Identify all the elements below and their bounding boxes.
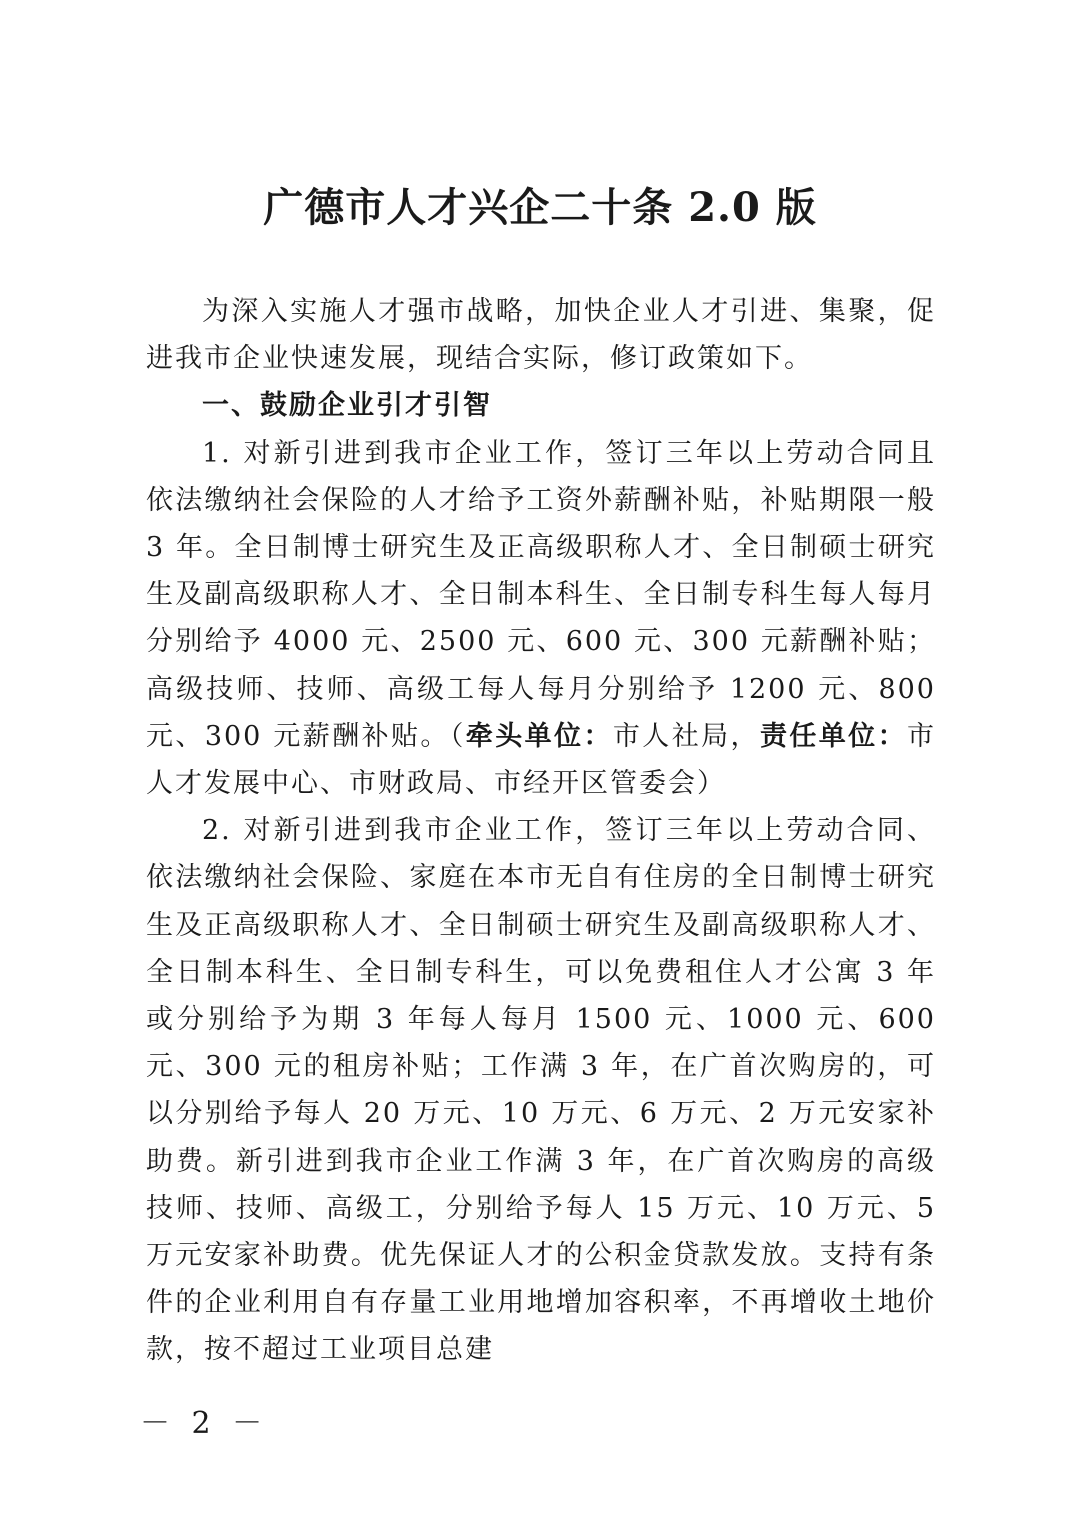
document-body	[146, 288, 936, 1374]
item1-open-paren: （	[449, 720, 466, 752]
lead-unit-value: 市人社局，	[612, 720, 760, 752]
document-title: 广德市人才兴企二十条 2.0 版	[263, 184, 817, 231]
lead-unit-label: 牵头单位：	[465, 720, 613, 752]
responsible-unit-value: 市人才发展中心、市财政局、市经开区管委会）	[146, 720, 937, 800]
item2-paragraph: 2. 对新引进到我市企业工作，签订三年以上劳动合同、依法缴纳社会保险、家庭在本市无自有住房的全日制博士研究生及正高级职称人才、全日制硕士研究生及副高级职称人才、全日制本科生、全日制专科生，可以免费租住人才公寓 3 年或分别给予为期 3 年每人每月 1500 元、1000 元、600 元、300 元的租房补贴；工作满 3 年，在广首次购房的，可以分别给予每人 20 万元、10 万元、6 万元、2 万元安家补助费。新引进到我市企业工作满 3 年，在广首次购房的高级技师、技师、高级工，分别给予每人 15 万元、10 万元、5 万元安家补助费。优先保证人才的公积金贷款发放。支持有条件的企业利用自有存量工业用地增加容积率，不再增收土地价款，按不超过工业项目总建	[146, 815, 936, 1366]
intro-paragraph: 为深入实施人才强市战略，加快企业人才引进、集聚，促进我市企业快速发展，现结合实际，修订政策如下。	[146, 296, 936, 375]
item1-text: 1. 对新引进到我市企业工作，签订三年以上劳动合同且依法缴纳社会保险的人才给予工资外薪酬补贴，补贴期限一般 3 年。全日制博士研究生及正高级职称人才、全日制硕士研究生及副高级职称人才、全日制本科生、全日制专科生每人每月分别给予 4000 元、2500 元、600 元、300 元薪酬补贴；高级技师、技师、高级工每人每月分别给予 1200 元、800 元、300 元薪酬补贴。	[146, 437, 936, 752]
item1-paragraph	[146, 430, 936, 808]
responsible-unit-label: 责任单位：	[759, 720, 908, 752]
page-number: － 2 －	[140, 1406, 269, 1441]
section1-heading: 一、鼓励企业引才引智	[202, 390, 492, 422]
section-heading	[146, 382, 936, 429]
